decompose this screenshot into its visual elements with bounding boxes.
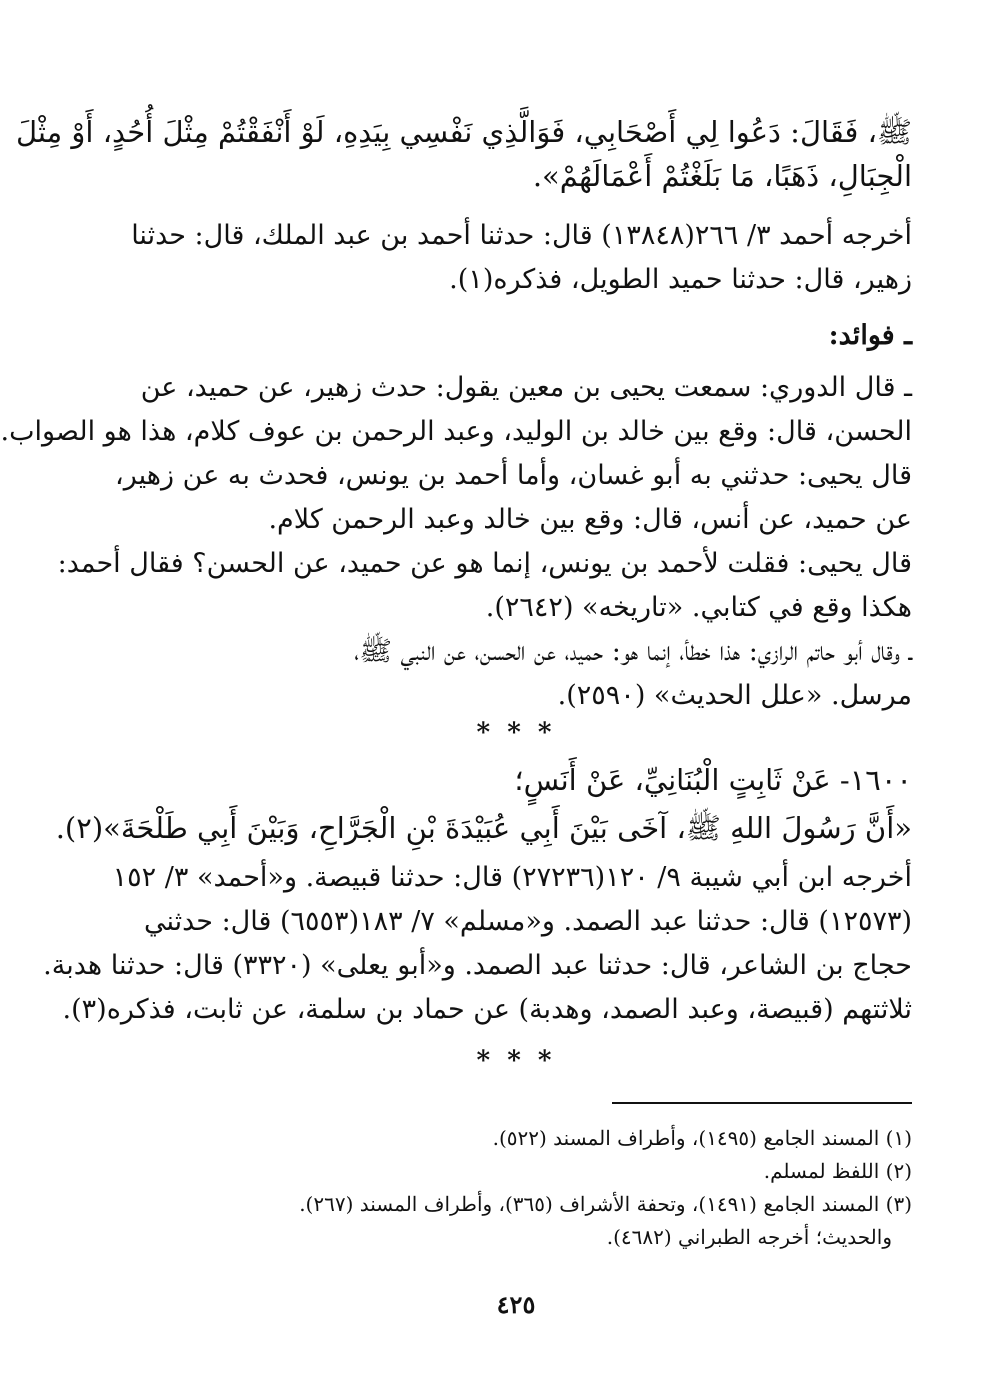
footnote-divider (612, 1102, 912, 1104)
footnote-1: (١) المسند الجامع (١٤٩٥)، وأطراف المسند (٥٢٢). (492, 1126, 912, 1150)
text-line: مرسل. «علل الحديث» (٢٥٩٠). (557, 680, 912, 711)
text-line: (١٢٥٧٣) قال: حدثنا عبد الصمد. و«مسلم» ٧/ ١٨٣(٦٥٥٣) قال: حدثني (143, 906, 912, 937)
takhrij-paragraph-1 (131, 214, 912, 302)
fawaid-paragraph-3 (57, 542, 912, 630)
section-separator: * * * (476, 1046, 556, 1076)
text-line: ـ وقال أبو حاتم الرازي: هذا خطأ، إنما هو: حميد، عن الحسن، عن النبي ﷺ، (354, 636, 912, 667)
text-line: الحسن، قال: وقع بين خالد بن الوليد، وعبد الرحمن بن عوف كلام، هذا هو الصواب. (0, 416, 912, 447)
text-line: أخرجه ابن أبي شيبة ٩/ ١٢٠(٢٧٢٣٦) قال: حدثنا قبيصة. و«أحمد» ٣/ ١٥٢ (112, 862, 912, 893)
text-line: أخرجه أحمد ٣/ ٢٦٦(١٣٨٤٨) قال: حدثنا أحمد بن عبد الملك، قال: حدثنا (131, 220, 912, 251)
text-line: ثلاثتهم (قبيصة، وعبد الصمد، وهدبة) عن حماد بن سلمة، عن ثابت، فذكره(٣). (62, 994, 912, 1025)
text-line: الْجِبَالِ، ذَهَبًا، مَا بَلَغْتُمْ أَعْمَالَهُمْ». (532, 159, 912, 193)
footnote-3: (٣) المسند الجامع (١٤٩١)، وتحفة الأشراف (٣٦٥)، وأطراف المسند (٢٦٧). (299, 1192, 912, 1216)
takhrij-paragraph-2 (43, 856, 912, 1032)
text-line: قال يحيى: فقلت لأحمد بن يونس، إنما هو عن حميد، عن الحسن؟ فقال أحمد: (57, 548, 912, 579)
fawaid-heading: ـ فوائد: (828, 320, 912, 351)
footnote-3-continuation: والحديث؛ أخرجه الطبراني (٤٦٨٢). (606, 1225, 892, 1249)
text-line: ﷺ، فَقَالَ: دَعُوا لِي أَصْحَابِي، فَوَالَّذِي نَفْسِي بِيَدِهِ، لَوْ أَنْفَقْتُمْ مِثْلَ أُحُدٍ، أَوْ مِثْلَ (15, 115, 912, 149)
text-line: هكذا وقع في كتابي. «تاريخه» (٢٦٤٢). (485, 592, 912, 623)
hadith-text: «أَنَّ رَسُولَ اللهِ ﷺ، آخَى بَيْنَ أَبِي عُبَيْدَةَ بْنِ الْجَرَّاحِ، وَبَيْنَ أَبِي طَلْحَةَ»(٢). (55, 811, 912, 845)
text-line: قال يحيى: حدثني به أبو غسان، وأما أحمد بن يونس، فحدث به عن زهير، (115, 460, 912, 491)
fawaid-paragraph-2 (115, 454, 912, 542)
page-number: ٤٢٥ (496, 1290, 536, 1319)
text-line: ـ قال الدوري: سمعت يحيى بن معين يقول: حدث زهير، عن حميد، عن (140, 372, 912, 403)
fawaid-paragraph-4 (170, 630, 912, 718)
fawaid-heading-block (170, 314, 912, 358)
text-line: زهير، قال: حدثنا حميد الطويل، فذكره(١). (449, 264, 912, 295)
text-line: حجاج بن الشاعر، قال: حدثنا عبد الصمد. و«أبو يعلى» (٣٣٢٠) قال: حدثنا هدبة. (43, 950, 912, 981)
section-separator: * * * (476, 718, 556, 748)
hadith-text-block (55, 806, 912, 850)
footnote-2: (٢) اللفظ لمسلم. (763, 1159, 912, 1183)
hadith-heading: ١٦٠٠- عَنْ ثَابِتٍ الْبُنَانِيِّ، عَنْ أَنَسٍ؛ (514, 763, 912, 797)
hadith-heading-block (170, 758, 912, 802)
text-line: عن حميد، عن أنس، قال: وقع بين خالد وعبد الرحمن كلام. (268, 504, 912, 535)
hadith-ending-paragraph (15, 110, 912, 198)
fawaid-paragraph-1 (0, 366, 912, 454)
